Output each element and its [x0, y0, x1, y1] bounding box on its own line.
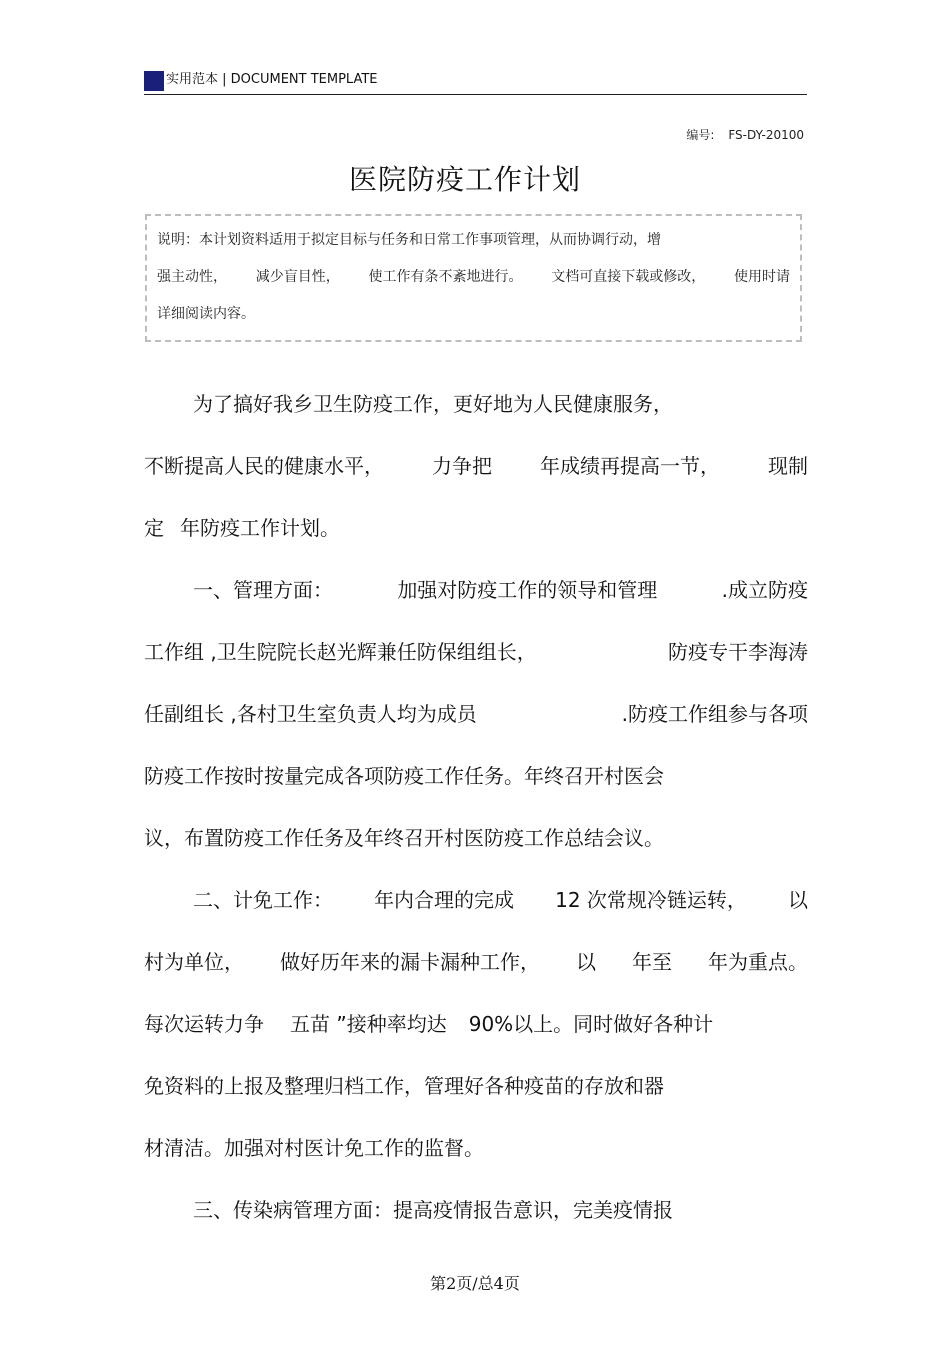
body-text: .防疫工作组参与各项	[621, 702, 808, 726]
body-line	[144, 683, 808, 745]
body-text: 现制	[768, 454, 808, 478]
document-number-label: 编号:	[686, 128, 715, 142]
body-line	[144, 993, 808, 1055]
body-text: 为了搞好我乡卫生防疫工作，更好地为人民健康服务，	[193, 392, 673, 416]
body-text: 加强对防疫工作的领导和管理	[397, 578, 658, 602]
body-line	[144, 807, 808, 869]
body-line	[144, 621, 808, 683]
body-text: 五苗 ”接种率均达	[290, 1012, 447, 1036]
body-text: 年成绩再提高一节，	[540, 454, 720, 478]
body-text: 90%以上。同时做好各种计	[468, 1012, 714, 1036]
note-text: 使用时请	[734, 269, 790, 285]
note-text: 详细阅读内容。	[157, 306, 255, 322]
body-text: 防疫工作按时按量完成各项防疫工作任务。年终召开村医会	[144, 764, 664, 788]
body-text: 村为单位，	[144, 950, 244, 974]
body-text: 力争把	[432, 454, 492, 478]
body-text: 年至	[632, 950, 672, 974]
body-text: 材清洁。加强对村医计免工作的监督。	[144, 1136, 484, 1160]
body-text: 年为重点。	[708, 950, 808, 974]
note-line	[157, 296, 790, 333]
document-title: 医院防疫工作计划	[348, 163, 581, 196]
body-text: 三、传染病管理方面：提高疫情报告意识，完美疫情报	[193, 1198, 673, 1222]
body-text: 定	[144, 516, 164, 540]
body-line	[144, 1179, 808, 1241]
body-text: 每次运转力争	[144, 1012, 264, 1036]
body-line	[144, 1117, 808, 1179]
note-text: 强主动性，	[157, 269, 227, 285]
note-line	[157, 259, 790, 296]
body-text: 年防疫工作计划。	[180, 516, 340, 540]
body-text: 12 次常规冷链运转，	[555, 888, 747, 912]
body-line	[144, 435, 808, 497]
note-text: 文档可直接下载或修改，	[551, 269, 706, 285]
note-line	[157, 222, 790, 259]
body-line	[144, 497, 808, 559]
body-line	[144, 559, 808, 621]
body-text: 年内合理的完成	[374, 888, 515, 912]
note-text: 使工作有条不紊地进行。	[368, 269, 523, 285]
body-text: 以	[576, 950, 596, 974]
description-box	[145, 214, 802, 342]
body-line	[144, 869, 808, 931]
document-header	[144, 68, 807, 95]
page-number: 第2页/总4页	[430, 1274, 520, 1293]
body-text: 二、计免工作：	[193, 888, 333, 912]
note-text: 减少盲目性，	[255, 269, 340, 285]
body-text: 一、管理方面：	[193, 578, 333, 602]
body-text: 以	[788, 888, 808, 912]
header-brand-text: 实用范本 | DOCUMENT TEMPLATE	[166, 72, 378, 87]
body-line	[144, 931, 808, 993]
body-text: 工作组 ,卫生院院长赵光辉兼任防保组组长，	[144, 640, 537, 664]
document-number-value: FS-DY-20100	[728, 128, 804, 142]
body-text: 免资料的上报及整理归档工作，管理好各种疫苗的存放和器	[144, 1074, 664, 1098]
note-text: 说明：本计划资料适用于拟定目标与任务和日常工作事项管理，从而协调行动，增	[157, 232, 661, 248]
body-text: .成立防疫	[721, 578, 808, 602]
body-text: 防疫专干李海涛	[668, 640, 808, 664]
body-line	[144, 1055, 808, 1117]
document-body	[144, 373, 808, 1241]
body-line	[144, 745, 808, 807]
body-text: 做好历年来的漏卡漏种工作，	[280, 950, 540, 974]
body-text: 任副组长 ,各村卫生室负责人均为成员	[144, 702, 477, 726]
brand-logo-square	[144, 71, 164, 91]
body-line	[144, 373, 808, 435]
body-text: 不断提高人民的健康水平，	[144, 454, 384, 478]
document-number	[686, 127, 804, 143]
body-text: 议，布置防疫工作任务及年终召开村医防疫工作总结会议。	[144, 826, 664, 850]
